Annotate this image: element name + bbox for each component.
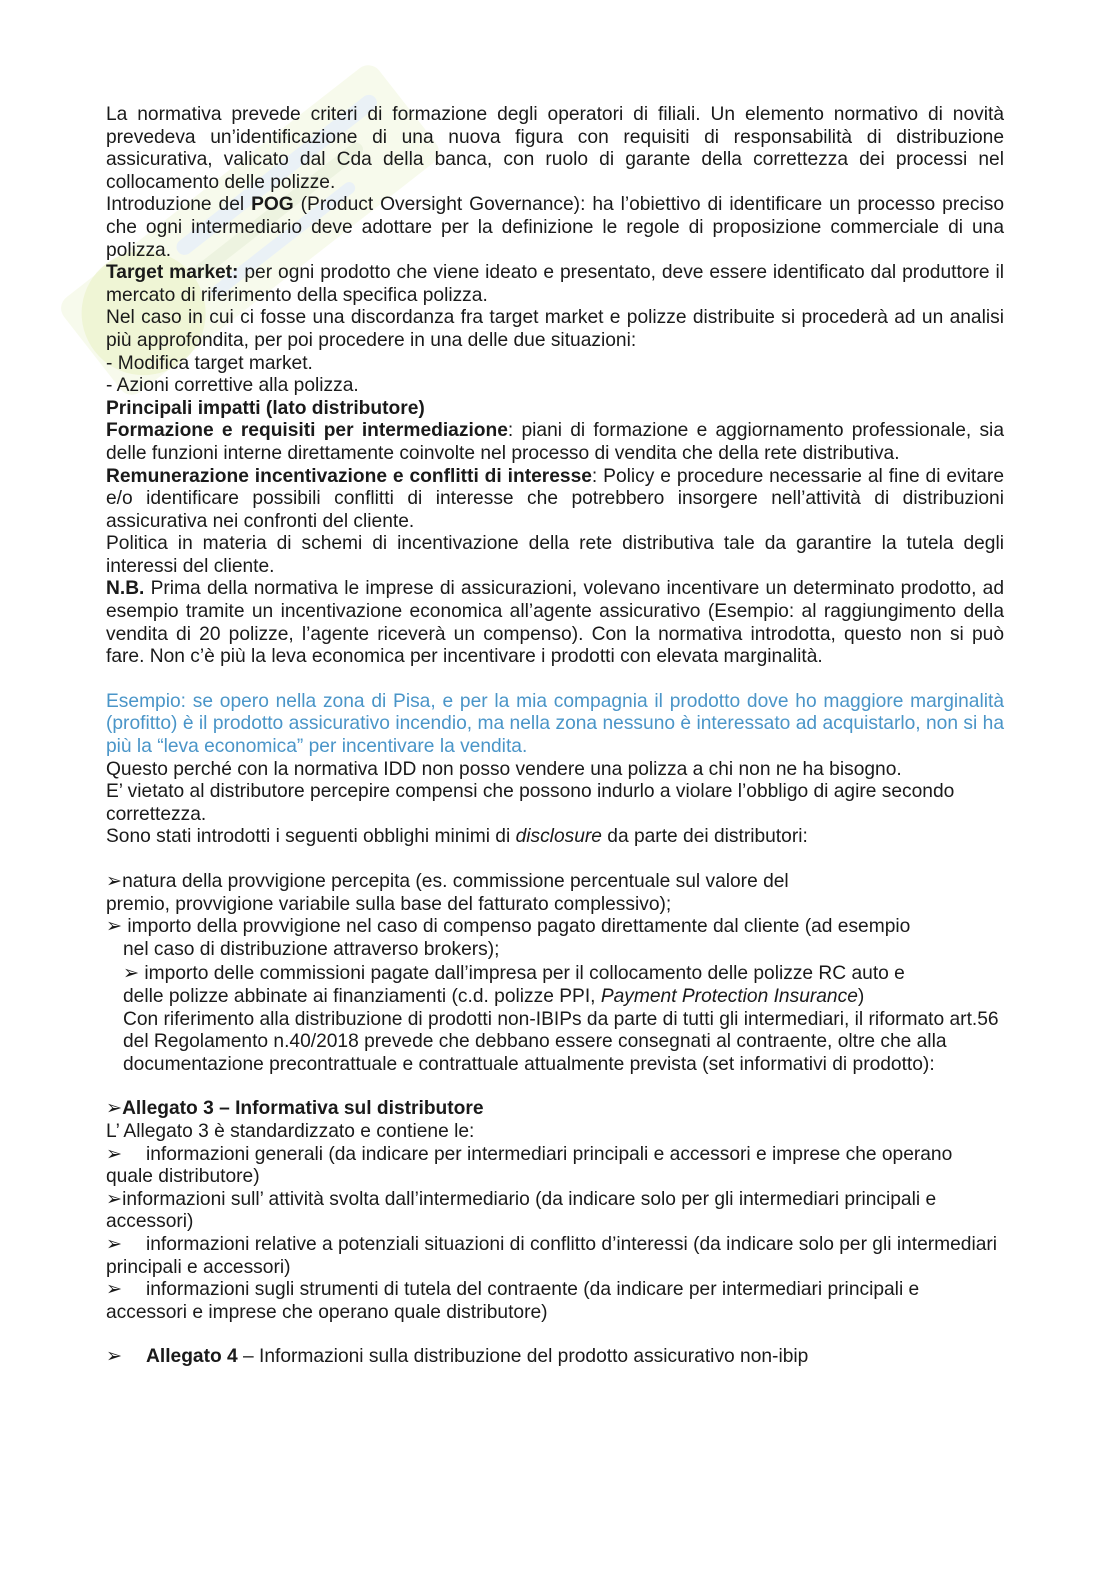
riferimento-paragraph: Con riferimento alla distribuzione di prodotti non-IBIPs da parte di tutti gli intermediari, il riformato art.56 del Regolamento n.40/2018 prevede che debbano essere consegnati al contraente, oltre che alla documentazione precontrattuale e contrattuale attualmente prevista (set informativi di prodotto):	[123, 1008, 999, 1075]
allegato4-title: Allegato 4	[146, 1346, 238, 1368]
pog-paragraph	[106, 194, 1004, 262]
spacer	[106, 669, 1004, 691]
obbligo-text: delle polizze abbinate ai finanziamenti (c.d. polizze PPI,	[123, 985, 601, 1007]
obbligo-text: importo della provvigione nel caso di compenso pagato direttamente dal cliente (ad esempio	[122, 916, 911, 938]
ppi-term: Payment Protection Insurance	[600, 985, 858, 1007]
arrow-bullet-icon: ➢	[106, 916, 123, 938]
allegato3-item	[106, 1189, 1004, 1234]
obbligo-item-commissioni-cont	[106, 986, 1004, 1009]
obbligo-text: )	[857, 985, 865, 1007]
arrow-bullet-icon: ➢	[106, 1098, 123, 1120]
allegato3-item	[106, 1279, 1004, 1324]
pog-prefix: Introduzione del	[106, 194, 252, 216]
allegato4-line	[106, 1346, 1004, 1369]
arrow-bullet-icon: ➢	[106, 1279, 123, 1301]
impatti-heading-text: Principali impatti (lato distributore)	[106, 397, 425, 419]
allegato3-item	[106, 1234, 1004, 1279]
option-modifica: - Modifica target market.	[106, 352, 313, 374]
disclosure-term: disclosure	[515, 826, 602, 848]
obbligo-item-importo-cont: nel caso di distribuzione attraverso brokers);	[123, 938, 500, 960]
allegato3-item-text: informazioni generali (da indicare per intermediari principali e accessori e imprese che operano quale distributore)	[106, 1143, 953, 1188]
impatti-heading	[106, 398, 1004, 421]
remunerazione-text: : Policy e procedure necessarie al fine di evitare e/o identificare possibili conflitti di interesse che potrebbero insorgere nell’attività di distribuzioni assicurativa nei confronti del cliente.	[106, 465, 1004, 532]
document-page	[106, 104, 1004, 1369]
formazione-paragraph	[106, 420, 1004, 465]
arrow-bullet-icon: ➢	[106, 1188, 123, 1210]
obblighi-intro-prefix: Sono stati introdotti i seguenti obblighi minimi di	[106, 826, 516, 848]
obbligo-item-importo	[106, 916, 1004, 939]
allegato3-item-text: informazioni sugli strumenti di tutela del contraente (da indicare per intermediari principali e accessori e imprese che operano quale distributore)	[106, 1279, 920, 1323]
obblighi-intro	[106, 826, 1004, 849]
esempio-paragraph: Esempio: se opero nella zona di Pisa, e per la mia compagnia il prodotto dove ho maggiore marginalità (profitto) è il prodotto assicurativo incendio, ma nella zona nessuno è interessato ad acquistarlo, non si ha più la “leva economica” per incentivare la vendita.	[106, 690, 1004, 758]
spacer	[106, 1324, 1004, 1346]
option-azioni: - Azioni correttive alla polizza.	[106, 375, 359, 397]
remunerazione-term: Remunerazione incentivazione e conflitti di interesse	[106, 465, 592, 487]
allegato4-text: – Informazioni sulla distribuzione del prodotto assicurativo non-ibip	[237, 1346, 809, 1368]
arrow-bullet-icon: ➢	[106, 1143, 123, 1165]
target-market-text: per ogni prodotto che viene ideato e presentato, deve essere identificato dal produttore il mercato di riferimento della specifica polizza.	[106, 262, 1004, 306]
target-market-term: Target market:	[106, 262, 239, 284]
vietato-paragraph: E’ vietato al distributore percepire compensi che possono indurlo a violare l’obbligo di agire secondo correttezza.	[106, 781, 955, 825]
pog-text: (Product Oversight Governance): ha l’obiettivo di identificare un processo preciso che ogni intermediario deve adottare per la definizione le regole di proposizione commerciale di una polizza.	[106, 194, 1005, 261]
allegato3-item-text: informazioni sull’ attività svolta dall’intermediario (da indicare solo per gli intermediari principali e accessori)	[106, 1188, 937, 1233]
allegato3-intro: L’ Allegato 3 è standardizzato e contiene le:	[106, 1120, 475, 1142]
arrow-bullet-icon: ➢	[123, 963, 140, 985]
remunerazione-paragraph	[106, 466, 1004, 534]
obbligo-item-natura	[106, 871, 1004, 894]
politica-paragraph: Politica in materia di schemi di incentivazione della rete distributiva tale da garantire la tutela degli interessi del cliente.	[106, 533, 1004, 577]
formazione-text: : piani di formazione e aggiornamento professionale, sia delle funzioni interne direttamente coinvolte nel processo di vendita che della rete distributiva.	[106, 420, 1004, 464]
arrow-bullet-icon: ➢	[106, 1233, 123, 1255]
allegato3-item	[106, 1144, 1004, 1189]
spacer	[106, 849, 1004, 871]
obbligo-text: importo delle commissioni pagate dall’impresa per il collocamento delle polizze RC auto e	[139, 963, 905, 985]
obbligo-item-natura-cont: premio, provvigione variabile sulla base del fatturato complessivo);	[106, 893, 672, 915]
obblighi-intro-suffix: da parte dei distributori:	[601, 826, 808, 848]
formazione-term: Formazione e requisiti per intermediazione	[106, 420, 508, 442]
intro-paragraph: La normativa prevede criteri di formazione degli operatori di filiali. Un elemento normativo di novità prevedeva un’identificazione di una nuova figura con requisiti di responsabilità di distribuzione assicurativa, valicato dal Cda della banca, con ruolo di garante della correttezza dei processi nel collocamento delle polizze.	[106, 104, 1004, 193]
nb-paragraph	[106, 578, 1004, 668]
spacer	[106, 1076, 1004, 1098]
target-market-paragraph	[106, 262, 1004, 307]
idd-paragraph: Questo perché con la normativa IDD non posso vendere una polizza a chi non ne ha bisogno.	[106, 758, 902, 780]
arrow-bullet-icon: ➢	[106, 1346, 123, 1368]
nb-text: Prima della normativa le imprese di assicurazioni, volevano incentivare un determinato prodotto, ad esempio tramite un incentivazione economica all’agente assicurativo (Esempio: al raggiungimento della vendita di 20 polizze, l’agente riceverà un compenso). Con la normativa introdotta, questo non si può fare. Non c’è più la leva economica per incentivare i prodotti con elevata marginalità.	[106, 578, 1004, 668]
allegato3-heading	[106, 1098, 1004, 1121]
obbligo-text: natura della provvigione percepita (es. commissione percentuale sul valore del	[122, 871, 789, 892]
pog-term: POG	[251, 194, 294, 216]
obbligo-item-commissioni	[106, 963, 1004, 986]
arrow-bullet-icon: ➢	[106, 871, 123, 892]
allegato3-title: Allegato 3 – Informativa sul distributore	[122, 1098, 484, 1120]
allegato3-item-text: informazioni relative a potenziali situazioni di conflitto d’interessi (da indicare solo per gli intermediari principali e accessori)	[106, 1233, 998, 1278]
discordanza-paragraph: Nel caso in cui ci fosse una discordanza fra target market e polizze distribuite si procederà ad un analisi più approfondita, per poi procedere in una delle due situazioni:	[106, 307, 1004, 351]
nb-term: N.B.	[106, 578, 145, 600]
